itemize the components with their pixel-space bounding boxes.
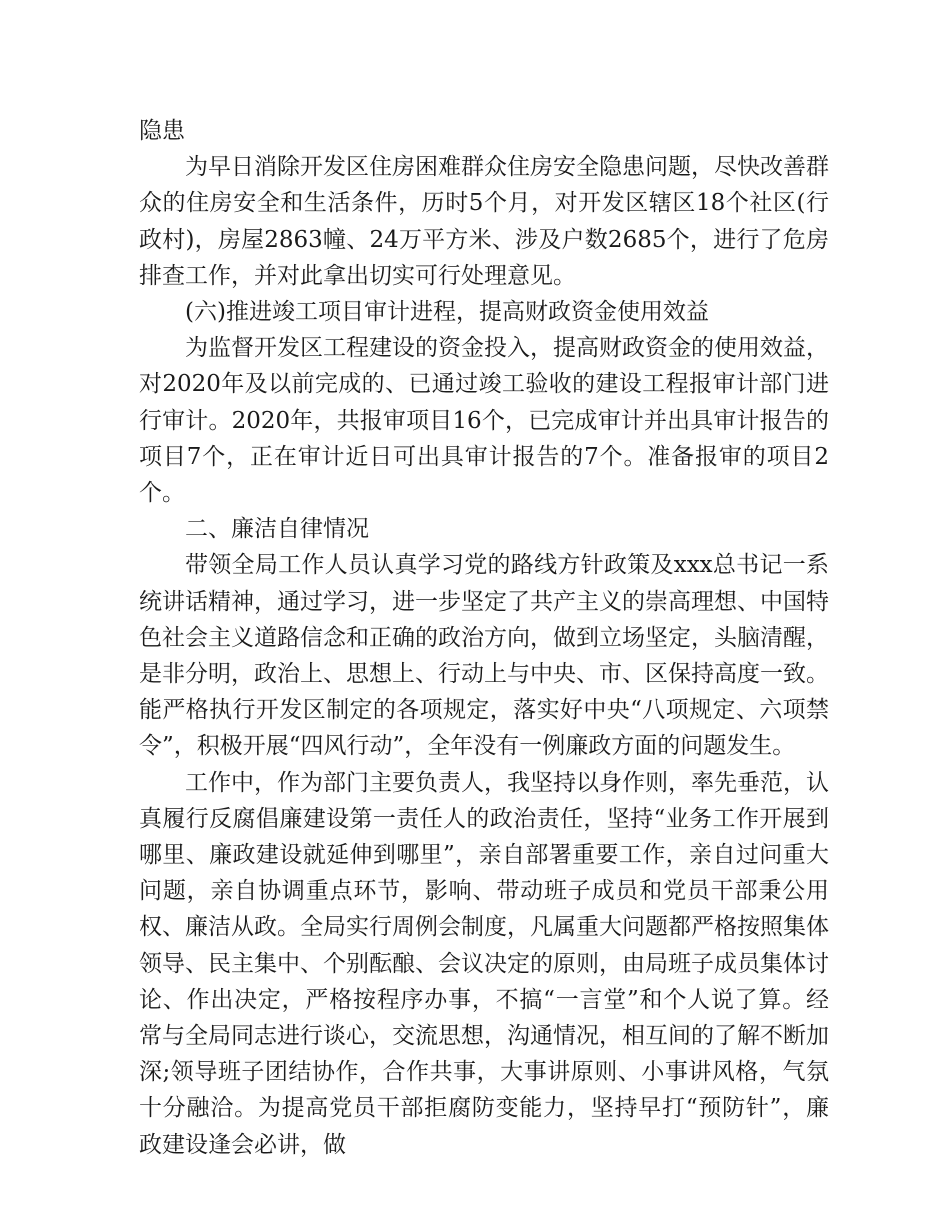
- paragraph-audit: 为监督开发区工程建设的资金投入，提高财政资金的使用效益，对2020年及以前完成的、已通过竣工验收的建设工程报审计部门进行审计。2020年，共报审项目16个，已完成审计并出具审计报告的项目7个，正在审计近日可出具审计报告的7个。准备报审的项目2个。: [139, 335, 829, 507]
- paragraph-continuation: 隐患: [139, 118, 185, 144]
- section-heading-integrity: 二、廉洁自律情况: [185, 516, 369, 543]
- section-heading-audit: (六)推进竣工项目审计进程，提高财政资金使用效益: [185, 299, 709, 326]
- paragraph-leadership: 工作中，作为部门主要负责人，我坚持以身作则，率先垂范，认真履行反腐倡廉建设第一责任人的政治责任，坚持“业务工作开展到哪里、廉政建设就延伸到哪里”，亲自部署重要工作，亲自过问重大问题，亲自协调重点环节，影响、带动班子成员和党员干部秉公用权、廉洁从政。全局实行周例会制度，凡属重大问题都严格按照集体领导、民主集中、个别酝酿、会议决定的原则，由局班子成员集体讨论、作出决定，严格按程序办事，不搞“一言堂”和个人说了算。经常与全局同志进行谈心，交流思想，沟通情况，相互间的了解不断加深;领导班子团结协作，合作共事，大事讲原则、小事讲风格，气氛十分融洽。为提高党员干部拒腐防变能力，坚持早打“预防针”，廉政建设逢会必讲，做: [139, 769, 829, 1158]
- paragraph-housing-inspection: 为早日消除开发区住房困难群众住房安全隐患问题，尽快改善群众的住房安全和生活条件，历时5个月，对开发区辖区18个社区(行政村)，房屋2863幢、24万平方米、涉及户数2685个，进行了危房排查工作，并对此拿出切实可行处理意见。: [139, 154, 829, 289]
- paragraph-integrity-study: 带领全局工作人员认真学习党的路线方针政策及xxx总书记一系统讲话精神，通过学习，进一步坚定了共产主义的崇高理想、中国特色社会主义道路信念和正确的政治方向，做到立场坚定，头脑清醒，是非分明，政治上、思想上、行动上与中央、市、区保持高度一致。能严格执行开发区制定的各项规定，落实好中央“八项规定、六项禁令”，积极开展“四风行动”，全年没有一例廉政方面的问题发生。: [139, 552, 829, 760]
- document-body: [139, 113, 829, 1163]
